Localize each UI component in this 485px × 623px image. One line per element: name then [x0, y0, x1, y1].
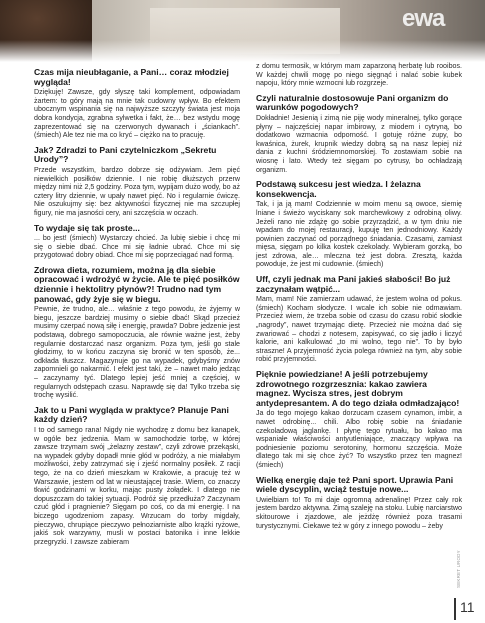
side-label: SEKRET URODY [456, 550, 461, 588]
question: Jak to u Pani wygląda w praktyce? Planuje Pani każdy dzień? [34, 404, 229, 425]
question: Zdrowa dieta, rozumiem, można ją dla siebie opracować i wdrożyć w życie. Ale te pięć posiłków dziennie i hektolitry płynów?! Trudno nad tym panować, gdy żyje się w biegu. [34, 264, 240, 304]
answer: Pewnie, że trudno, ale… właśnie z tego powodu, że żyjemy w biegu, jeszcze bardziej musimy o siebie dbać! Skąd przecież musimy czerpać nową siłę i energię, prawda? Dobre jedzenie jest podstawą, dobrego samopoczucia, ale równie ważne jest, żeby regularnie dostarczać nasz organizm. Poza tym, jeśli go stale głodzimy, to w końcu zaczyna się bronić w ten sposób, że... odkłada tłuszcz. Magazynuje go na wypadek, gdybyśmy znów zapomnieli go nakarmić. I efekt jest taki, że – nawet mało jedząc – zaczynamy tyć. Dlatego lepiej jeść mniej a częściej, w regularnych odstępach czasu. Naprawdę się da! Tylko trzeba się trochę wysilić. [34, 305, 240, 400]
question: Pięknie powiedziane! A jeśli potrzebujemy zdrowotnego rozgrzesznia: kakao zawiera magnez. Wycisza stres, jest dobrym antydepresantem. A do tego działa odmładzająco! [256, 369, 460, 408]
question: Jak? Zdradzi to Pani czytelniczkom „Sekretu Urody”? [34, 144, 217, 165]
question: Czyli naturalnie dostosowuje Pani organizm do warunków pogodowych? [256, 92, 449, 113]
header-photo [0, 0, 485, 62]
page-number-bar [454, 598, 456, 620]
photo-fade [0, 40, 485, 62]
photo-sign: ewa [402, 5, 445, 32]
answer: Dokładnie! Jesienią i zimą nie piję wody mineralnej, tylko gorące płyny – najczęściej napar imbirowy, z miodem i cytryną, bo dodatkowo wzmacnia odporność. I gotuję różne zupy, bo kwaśnica, żurek, krupnik wiedzy dobrą są na nasz lepiej niż dania z kuchni śródziemnomorskiej. To zostawiam sobie na wiosnę i lato. Wtedy też sięgam po cytrusy, bo ochładzają organizm. [256, 113, 462, 174]
answer: Mam, mam! Nie zamierzam udawać, że jestem wolna od pokus. (śmiech) Kocham słodycze. I wcale ich sobie nie odmawiam. Przecież wiem, że trzeba sobie od czasu do czasu robić słodkie „nagrody”, nawet trzymając dietę. Przecież nie można dać się zwariować – chodzi z notesem, zapisywać, co się jadło i liczyć kalorie, ani kalkulować „to mi wolno, tego nie”. To by było straszne! A przyjemność życia polega również na tym, aby sobie robić przyjemności. [256, 295, 462, 364]
answer: Ja do tego mojego kakao dorzucam czasem cynamon, imbir, a nawet odrobinę... chili. Albo robię sobie na śniadanie czekoladową jaglankę. I płynę tego rytuału, bo kakao ma wspaniałe właściwości antyutleniające, znaczący wpływa na podniesienie poziomu serotoniny, hormonu szczęścia. Może dlatego tak mi się chce żyć? To wszystko przez ten magnez! (śmiech) [256, 409, 462, 469]
right-column [256, 62, 462, 536]
answer: Przede wszystkim, bardzo dobrze się odżywiam. Jem pięć niewielkich posiłków dziennie. I nie robię dłuższych przerw między nimi niż 2,5 godziny. Poza tym, wypijam dużo wody, bo aż cztery litry dziennie, w upały nawet pięć. No i regularnie ćwiczę. Nie oszukujmy się: bez aktywności fizycznej nie ma szczupłej figury, nie ma jasności cery, ani szczęścia w oczach. [34, 165, 240, 217]
question: Uff, czyli jednak ma Pani jakieś słabości! Bo już zaczynałam wątpić... [256, 274, 451, 294]
left-column [34, 68, 240, 552]
answer: I to od samego rana! Nigdy nie wychodzę z domu bez kanapek, w ogóle bez jedzenia. Mam w samochodzie torbę, w której zawsze trzymam swój „żelazny zestaw”, czyli zdrowe przekąski, na wypadek gdyby dopadł mnie głód w podróży, a nie miałabym możliwości, żeby zatrzymać się i zjeść normalny posiłek. Z racji tego, że na co dzień mieszkam w Krakowie, a pracuję też w Warszawie, jestem od lat w nieustającej trasie. Wiem, co znaczy tkwić godzinami w korku, mając pusty żołądek. I dlatego nie dopuszczam do takiej sytuacji. Podróż się przedłuża? Zaczynam czuć głód i pragnienie? Sięgam po coś, co da mi energię. I na biczego ugodzeniom zapasy. Wrzucam do torby migdały, pieczywo, chrupiące pieczywo pełnoziarniste albo krążki ryżowe, jakiś sok warzywny, musli w postaci batonika i inne lekkie przegryzki. I zawsze zabieram [34, 425, 240, 546]
answer: Uwielbiam to! To mi daje ogromną adrenalinę! Przez cały rok jestem bardzo aktywna. Zimą szaleję na stoku. Lubię narciarstwo skitourowe i zjazdowe, ale jeżdżę również poza trasami turystycznymi. Ciekawe też w góry z innego powodu – żeby [256, 495, 462, 530]
answer: Dziękuję! Zawsze, gdy słyszę taki komplement, odpowiadam żartem: to góry mają na mnie tak cudowny wpływ. Bo efektem ubocznym wspinania się na najwyższe szczyty świata jest moja dobra kondycja, zgrabna sylwetka i fakt, że… bez wstydu mogę zaprezentować się na czerwonych dywanach i „ściankach”. (śmiech) Ale tez nie ma co kryć – ciężko na to pracuję. [34, 88, 240, 140]
question: Czas mija nieubłaganie, a Pani… coraz młodziej wygląda! [34, 67, 229, 87]
answer: Tak, i ja ją mam! Codziennie w moim menu są owoce, siemię lniane i świeżo wyciskany sok marchewkowy z odrobiną oliwy. Jeżeli rano nie zdążę go sobie przyrządzić, a w tym dniu nie wpadam do mojej restauracji, kupuję ten jednodniowy. Każdy powinien zaczynać od porządnego śniadania. Czasami, zamiast mięsa, sięgam po kilka kostek czekolady. Wybieram gorzką, bo jest zdrowa, ale… mleczna też jest dobra. Zresztą, każda powoduje, że jest mi cudownie. (śmiech) [256, 200, 462, 269]
answer: z domu termosik, w którym mam zaparzoną herbatę lub rooibos. W każdej chwili mogę po niego sięgnąć i nalać sobie kubek napoju, który mnie wzmocni lub rozgrzeje. [256, 62, 462, 88]
question: To wydaje się tak proste... [34, 222, 140, 233]
question: Wielką energię daje też Pani sport. Uprawia Pani wiele dyscyplin, wciąż testuje nowe... [256, 474, 454, 495]
page-number: 11 [460, 599, 475, 615]
question: Podstawą sukcesu jest wiedza. I żelazna konsekwencja. [256, 179, 421, 199]
answer: ... bo jest! (śmiech) Wystarczy chcieć. Ja lubię siebie i chcę mi się o siebie dbać. Chce mi się ładnie ubrać. Chce mi się przygotować dobry obiad. Chce mi się poprzeciągać nad formą. [34, 234, 240, 260]
